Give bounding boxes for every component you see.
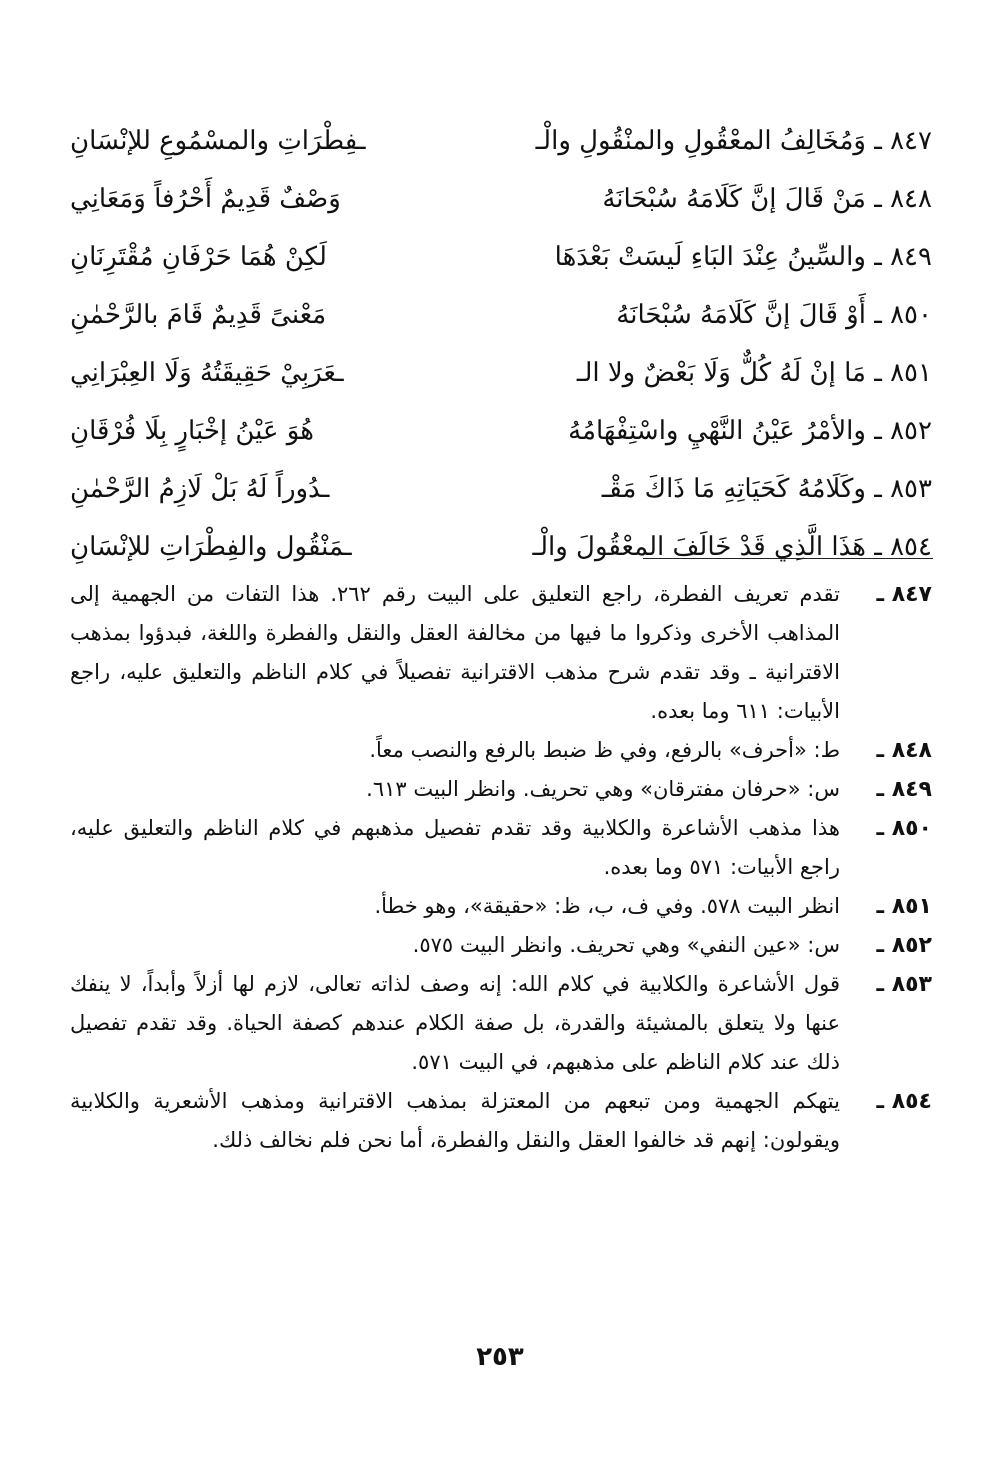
- verse-row: [70, 170, 932, 228]
- verse-block: [70, 112, 932, 576]
- verse-row: [70, 228, 932, 286]
- footnote-number: ٨٥٢ ـ: [876, 933, 932, 958]
- footnote-text: ط: «أحرف» بالرفع، وفي ظ ضبط بالرفع والنصب معاً.: [369, 738, 840, 762]
- footnote: [70, 887, 932, 926]
- footnote-text: انظر البيت ٥٧٨. وفي ف، ب، ظ: «حقيقة»، وهو خطأ.: [374, 894, 840, 918]
- page-number: ٢٥٣: [476, 1342, 524, 1372]
- verse-second-hemistich: مَعْنىً قَدِيمٌ قَامَ بالرَّحْمٰنِ: [70, 300, 327, 330]
- verse-first-hemistich: ٨٥٤ ـ هَذَا الَّذِي قَدْ خَالَفَ المعْقُولَ والْـ: [532, 532, 932, 562]
- verse-first-hemistich: ٨٤٧ ـ وَمُخَالِفُ المعْقُولِ والمنْقُولِ والْـ: [535, 126, 932, 156]
- verse-first-hemistich: ٨٤٩ ـ والسِّينُ عِنْدَ البَاءِ لَيسَتْ بَعْدَهَا: [554, 242, 932, 272]
- footnote-text: قول الأشاعرة والكلابية في كلام الله: إنه وصف لذاته تعالى، لازم لها أزلاً وأبداً، لا ينفك عنها ولا يتعلق بالمشيئة والقدرة، بل صفة الكلام عندهم كصفة الحياة. وقد تقدم تفصيل ذلك عند كلام الناظم على مذهبهم، في البيت ٥٧١.: [70, 972, 840, 1074]
- footnote: [70, 809, 932, 887]
- footnote-number: ٨٥٠ ـ: [876, 816, 932, 841]
- footnote: [70, 731, 932, 770]
- footnote-divider: [643, 558, 933, 559]
- footnote-number: ٨٥١ ـ: [876, 894, 932, 919]
- verse-second-hemistich: لَكِنْ هُمَا حَرْفَانِ مُقْتَرِنَانِ: [70, 242, 327, 272]
- verse-row: [70, 344, 932, 402]
- footnote-text: تقدم تعريف الفطرة، راجع التعليق على البيت رقم ٢٦٢. هذا التفات من الجهمية إلى المذاهب الأخرى وذكروا ما فيها من مخالفة العقل والنقل والفطرة واللغة، فبدؤوا بمذهب الاقترانية ـ وقد تقدم شرح مذهب الاقترانية تفصيلاً في كلام الناظم والتعليق عليه، راجع الأبيات: ٦١١ وما بعده.: [70, 582, 840, 723]
- verse-first-hemistich: ٨٥٣ ـ وكَلَامُهُ كَحَيَاتِهِ مَا ذَاكَ مَقْـ: [601, 474, 932, 504]
- verse-first-hemistich: ٨٥٠ ـ أَوْ قَالَ إنَّ كَلَامَهُ سُبْحَانَهُ: [616, 300, 932, 330]
- footnote-text: يتهكم الجهمية ومن تبعهم من المعتزلة بمذهب الاقترانية ومذهب الأشعرية والكلابية ويقولون: إنهم قد خالفوا العقل والنقل والفطرة، أما نحن فلم نخالف ذلك.: [70, 1089, 840, 1152]
- footnote-text: س: «حرفان مفترقان» وهي تحريف. وانظر البيت ٦١٣.: [366, 777, 840, 801]
- footnote-number: ٨٥٣ ـ: [876, 972, 932, 997]
- footnote: [70, 575, 932, 731]
- footnotes-block: [70, 575, 932, 1160]
- footnote: [70, 965, 932, 1082]
- footnote-number: ٨٥٤ ـ: [876, 1089, 932, 1114]
- verse-row: [70, 460, 932, 518]
- footnote-number: ٨٤٩ ـ: [876, 777, 932, 802]
- footnote: [70, 770, 932, 809]
- verse-second-hemistich: وَصْفٌ قَدِيمٌ أَحْرُفاً وَمَعَانِي: [70, 184, 341, 214]
- verse-second-hemistich: ـفِطْرَاتِ والمسْمُوعِ للإنْسَانِ: [70, 126, 366, 156]
- verse-first-hemistich: ٨٥١ ـ مَا إنْ لَهُ كُلٌّ وَلَا بَعْضٌ ولا الـ: [576, 358, 932, 388]
- footnote-number: ٨٤٨ ـ: [876, 738, 932, 763]
- footnote-text: س: «عين النفي» وهي تحريف. وانظر البيت ٥٧٥.: [412, 933, 840, 957]
- footnote-text: هذا مذهب الأشاعرة والكلابية وقد تقدم تفصيل مذهبهم في كلام الناظم والتعليق عليه، راجع الأبيات: ٥٧١ وما بعده.: [70, 816, 840, 879]
- verse-second-hemistich: هُوَ عَيْنُ إخْبَارٍ بِلَا فُرْقَانِ: [70, 416, 314, 446]
- footnote-number: ٨٤٧ ـ: [876, 582, 932, 607]
- verse-row: [70, 112, 932, 170]
- footnote: [70, 926, 932, 965]
- verse-second-hemistich: ـمَنْقُول والفِطْرَاتِ للإنْسَانِ: [70, 532, 352, 562]
- footnote: [70, 1082, 932, 1160]
- verse-first-hemistich: ٨٥٢ ـ والأمْرُ عَيْنُ النَّهْيِ واسْتِفْهَامُهُ: [568, 416, 932, 446]
- verse-row: [70, 518, 932, 576]
- verse-row: [70, 286, 932, 344]
- verse-second-hemistich: ـعَرَبِيْ حَقِيقَتُهُ وَلَا العِبْرَانِي: [70, 358, 344, 388]
- verse-second-hemistich: ـدُوراً لَهُ بَلْ لَازِمُ الرَّحْمٰنِ: [70, 474, 330, 504]
- verse-row: [70, 402, 932, 460]
- verse-first-hemistich: ٨٤٨ ـ مَنْ قَالَ إنَّ كَلَامَهُ سُبْحَانَهُ: [602, 184, 932, 214]
